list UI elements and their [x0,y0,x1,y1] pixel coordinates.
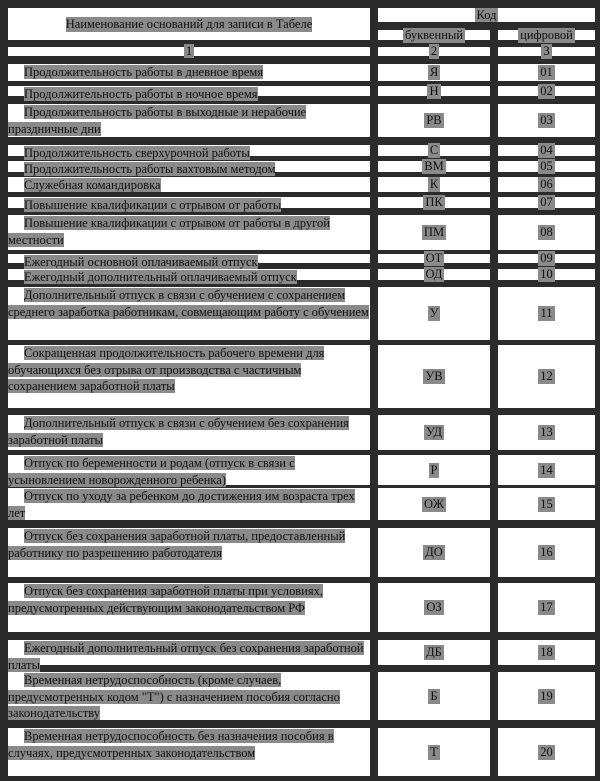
row-name: Временная нетрудоспособность без назначения пособия в случаях, предусмотренных законодательством [8,729,334,760]
col-number-1-label: 1 [185,44,193,58]
row-letter-cell [378,455,490,485]
row-name-cell [8,254,370,269]
row-letter-cell [378,287,490,340]
col-number-2 [378,44,490,58]
row-digit-code: 07 [540,195,553,209]
row-digit-cell [498,528,595,577]
col-number-1 [8,44,370,58]
row-letter-code: ОЖ [424,496,444,511]
col-number-3 [498,44,595,58]
row-name: Продолжительность сверхурочной работы [24,146,250,160]
row-digit-cell [498,269,595,280]
row-digit-code: 12 [540,369,553,383]
row-name: Продолжительность работы в ночное время [24,87,258,101]
row-digit-cell [498,583,595,632]
row-name: Повышение квалификации с отрывом от работы [24,198,282,212]
header-name-column: Наименование оснований для записи в Табеле [65,16,313,31]
header-letter-cell [378,27,490,42]
row-digit-cell [498,83,595,98]
row-name: Ежегодный основной оплачиваемый отпуск [24,255,258,269]
row-name: Служебная командировка [24,178,161,192]
row-name: Сокращенная продолжительность рабочего времени для обучающихся без отрыва от производства с частичным сохранением заработной платы [8,346,325,393]
row-digit-code: 14 [540,462,553,477]
row-letter-code: УВ [425,369,443,383]
header-code-label: Код [476,8,497,22]
row-digit-cell [498,145,595,156]
row-name: Отпуск без сохранения заработной платы при условиях, предусмотренных действующим законодательством РФ [8,584,323,615]
row-letter-cell [378,251,490,265]
row-digit-cell [498,455,595,485]
row-letter-code: ПК [425,195,443,209]
row-letter-code: ПМ [423,225,445,239]
row-digit-cell [498,251,595,265]
row-name-cell [8,269,370,284]
row-name: Временная нетрудоспособность (кроме случаев, предусмотренных кодом "Т") с назначением пособия согласно законодательству [8,673,340,720]
row-digit-cell [498,215,595,250]
row-digit-code: 16 [540,545,553,559]
row-letter-cell [378,672,490,720]
row-letter-code: ВМ [424,159,444,173]
row-digit-code: 03 [540,113,553,127]
row-letter-cell [378,415,490,450]
row-letter-cell [378,488,490,520]
row-digit-cell [498,287,595,340]
row-name-cell [8,415,370,450]
row-letter-code: ДО [425,545,443,559]
row-name: Ежегодный дополнительный оплачиваемый отпуск [24,270,297,284]
row-name-cell [8,287,370,340]
row-letter-code: У [429,306,439,320]
row-name-cell [8,145,370,160]
row-digit-cell [498,64,595,81]
row-digit-cell [498,415,595,450]
row-digit-code: 06 [540,177,553,191]
row-digit-code: 04 [540,143,553,157]
row-name: Продолжительность работы в дневное время [24,65,264,79]
row-letter-code: Я [429,65,439,79]
row-name-cell [8,583,370,632]
row-digit-code: 19 [540,688,553,703]
row-letter-code: ОТ [425,251,443,265]
row-digit-cell [498,197,595,208]
row-digit-code: 20 [540,744,553,759]
row-letter-code: Т [430,744,438,759]
row-letter-code: К [429,177,439,191]
row-name-cell [8,345,370,408]
row-name-cell [8,672,370,720]
row-digit-cell [498,161,595,172]
row-letter-cell [378,177,490,192]
row-name: Повышение квалификации с отрывом от работы в другой местности [8,216,330,247]
row-letter-cell [378,583,490,632]
row-letter-cell [378,64,490,81]
row-digit-code: 02 [540,83,553,98]
row-letter-code: УД [425,425,443,439]
header-code-group [378,8,595,22]
header-digital-label: цифровой [520,27,573,42]
row-letter-code: Р [430,462,438,477]
row-digit-code: 08 [540,225,553,239]
row-digit-cell [498,345,595,408]
row-digit-code: 10 [540,267,553,281]
row-digit-code: 17 [540,600,553,614]
row-name-cell [8,488,370,520]
row-name-cell [8,104,370,137]
row-digit-code: 18 [540,645,553,659]
row-name-cell [8,640,370,672]
row-letter-cell [378,83,490,98]
col-number-2-label: 2 [430,44,438,58]
row-digit-code: 05 [540,159,553,173]
row-letter-cell [378,728,490,776]
row-digit-cell [498,104,595,137]
row-name-cell [8,728,370,776]
row-letter-code: ОЗ [426,600,442,614]
row-letter-cell [378,104,490,137]
row-digit-code: 11 [540,306,553,320]
row-digit-code: 13 [540,425,553,439]
row-name-cell [8,197,370,212]
row-letter-cell [378,145,490,156]
row-name: Дополнительный отпуск в связи с обучением с сохранением среднего заработка работникам, совмещающим работу с обучением [8,288,369,319]
row-name: Ежегодный дополнительный отпуск без сохранения заработной платы [8,641,364,672]
row-letter-cell [378,269,490,280]
row-letter-cell [378,215,490,250]
row-name-cell [8,455,370,485]
row-letter-code: ОД [425,267,443,281]
row-letter-cell [378,161,490,172]
row-digit-code: 09 [540,251,553,265]
row-name-cell [8,528,370,577]
row-letter-code: ДБ [426,645,442,659]
row-letter-code: Б [430,688,438,703]
row-name: Отпуск без сохранения заработной платы, предоставленный работнику по разрешению работодателя [8,529,346,560]
row-digit-cell [498,488,595,520]
row-letter-cell [378,345,490,408]
row-name: Дополнительный отпуск в связи с обучением без сохранения заработной платы [8,416,349,447]
header-name-cell [8,8,370,40]
row-digit-cell [498,640,595,665]
row-digit-cell [498,728,595,776]
row-letter-code: С [429,143,439,157]
row-name-cell [8,86,370,101]
row-digit-code: 01 [540,65,553,79]
col-number-3-label: 3 [543,44,550,58]
row-name-cell [8,215,370,250]
header-digital-cell [498,27,595,42]
row-letter-code: Н [429,83,439,98]
header-letter-label: буквенный [404,27,464,42]
row-letter-code: РВ [426,113,442,127]
row-digit-code: 15 [540,496,553,511]
row-name: Продолжительность работы вахтовым методом [24,162,276,176]
row-digit-cell [498,672,595,720]
row-letter-cell [378,197,490,208]
row-name-cell [8,161,370,176]
row-name: Отпуск по уходу за ребенком до достижения им возраста трех лет [8,489,355,520]
row-letter-cell [378,640,490,665]
row-name-cell [8,177,370,192]
row-digit-cell [498,177,595,192]
row-name: Продолжительность работы в выходные и нерабочие праздничные дни [8,105,307,136]
row-name-cell [8,64,370,81]
row-name: Отпуск по беременности и родам (отпуск в связи с усыновлением новорожденного ребенка) [8,456,295,487]
row-letter-cell [378,528,490,577]
